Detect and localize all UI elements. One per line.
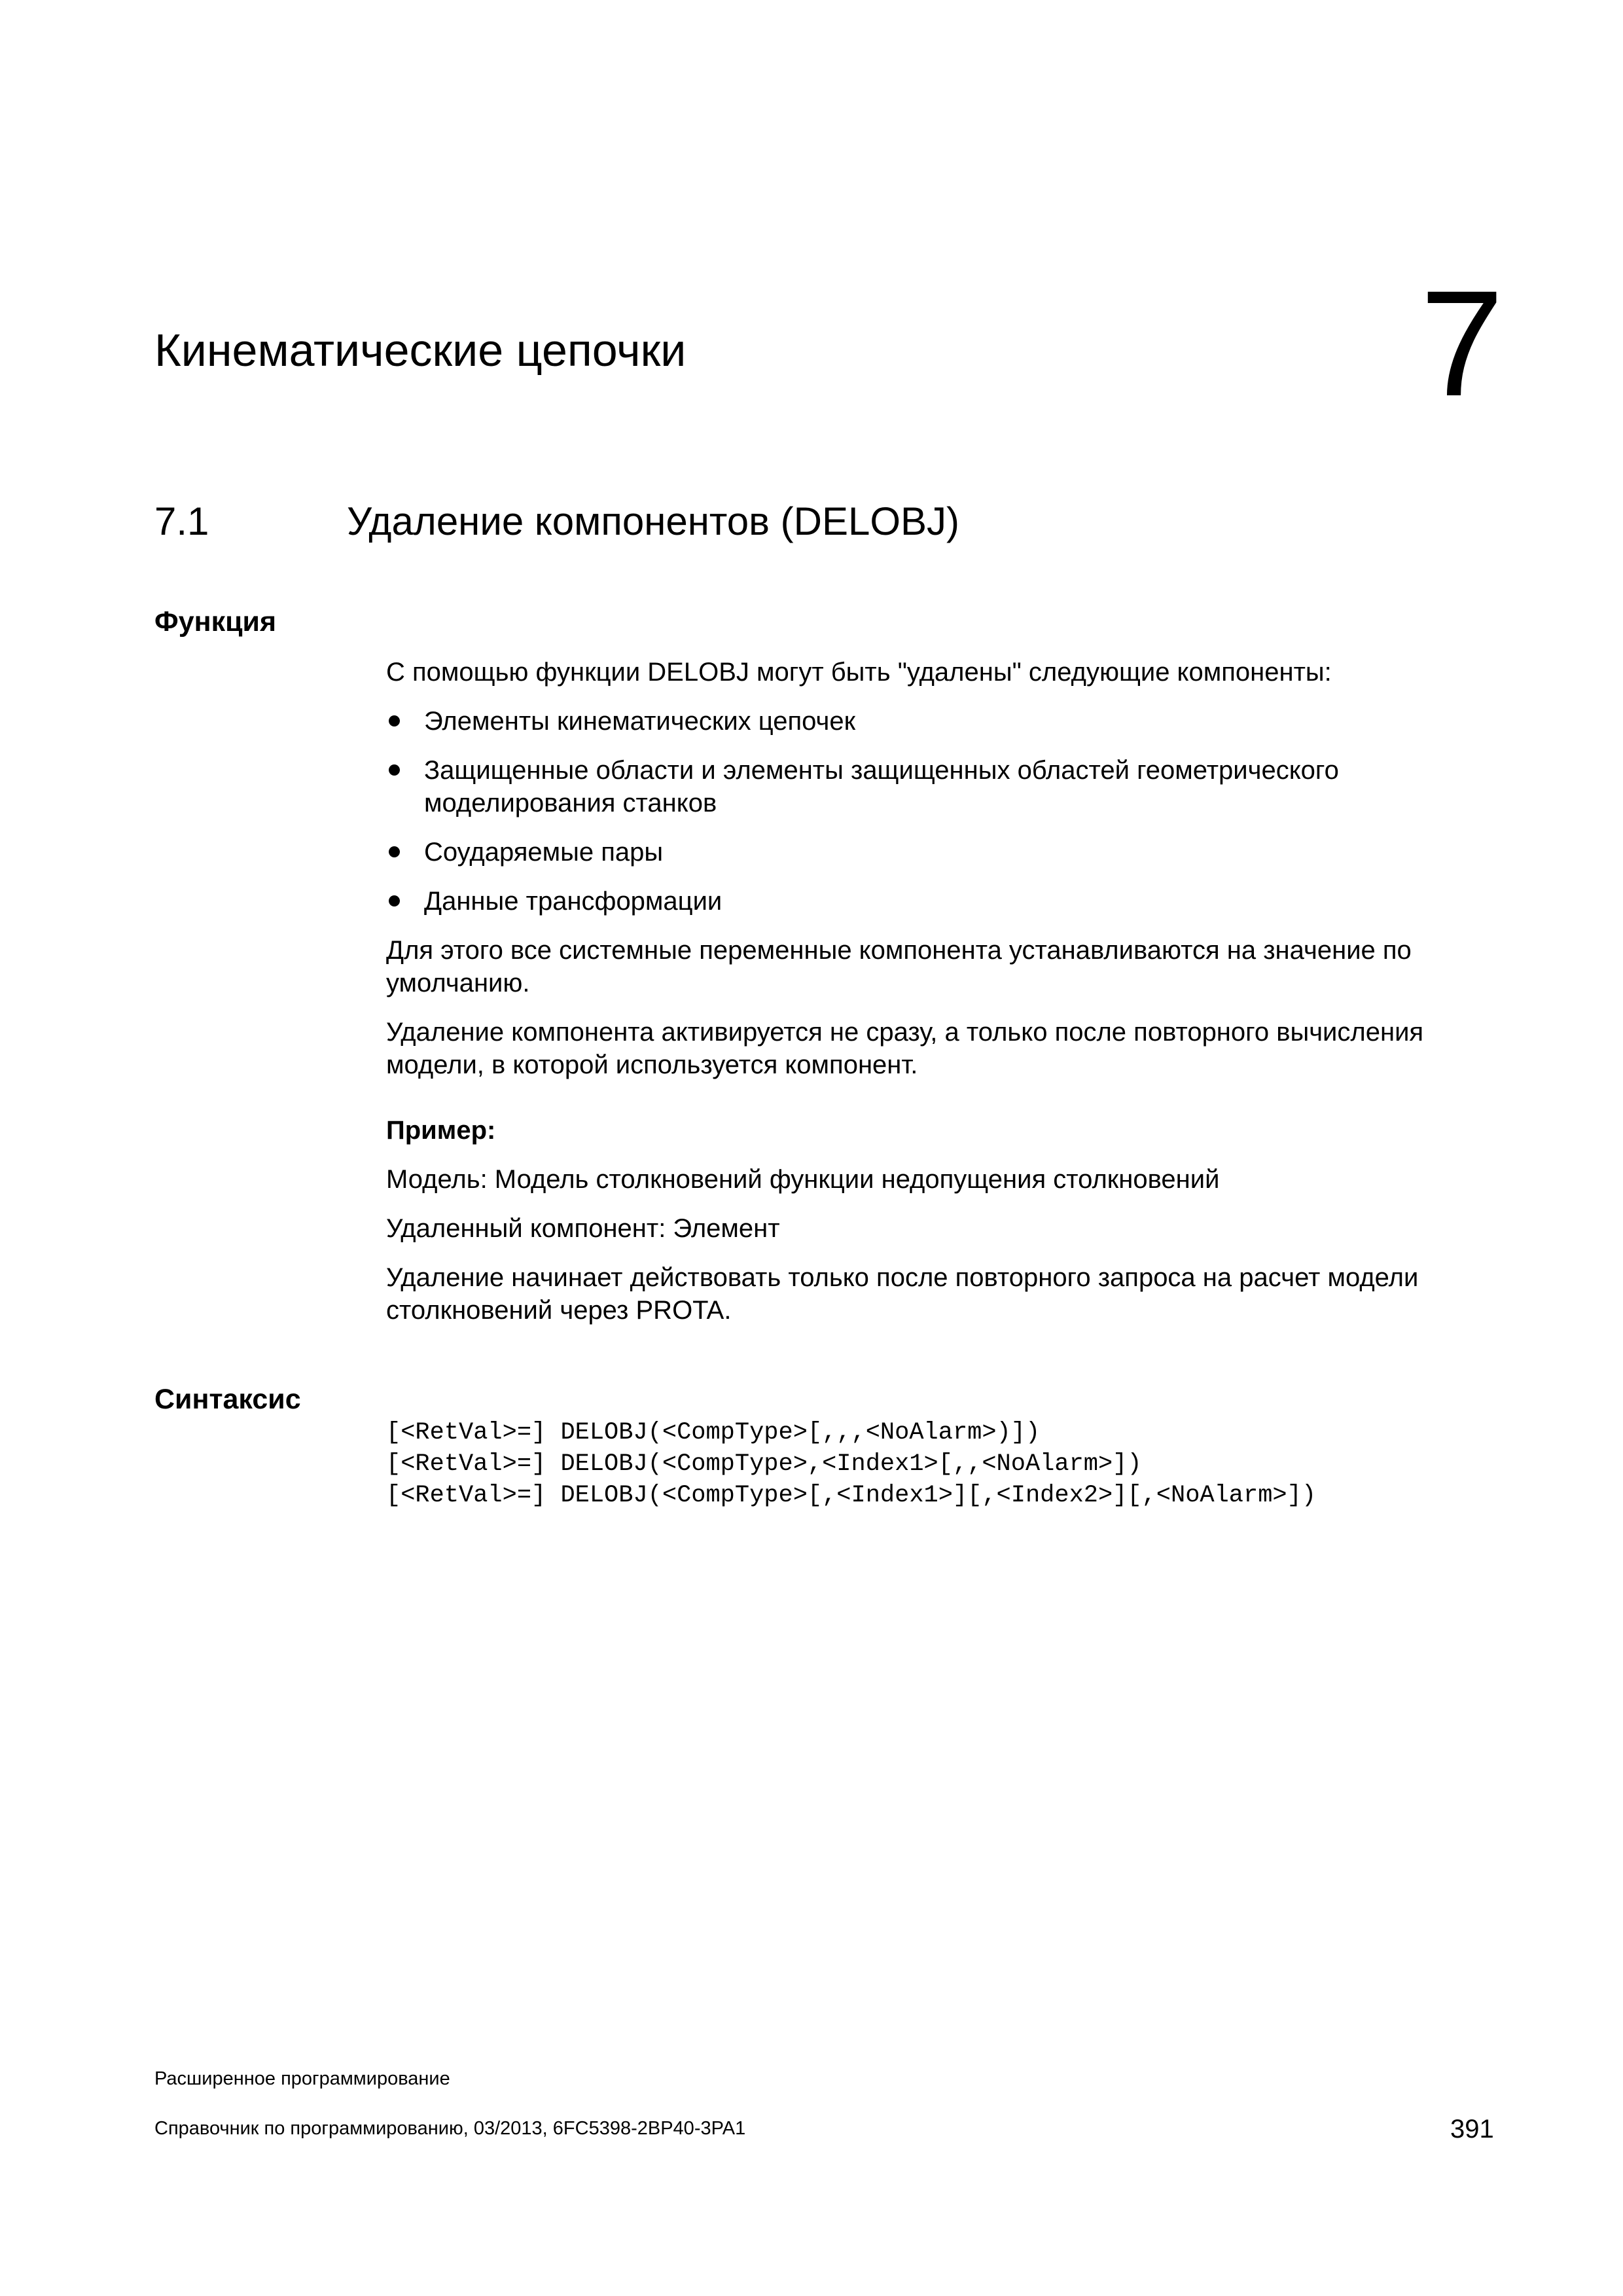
- footer-book-info: Справочник по программированию, 03/2013, 6FC5398-2BP40-3PA1: [154, 2118, 746, 2139]
- syntax-code-block: [386, 1417, 1316, 1511]
- list-item: [386, 705, 1492, 738]
- function-intro: С помощью функции DELOBJ могут быть "удалены" следующие компоненты:: [386, 658, 1332, 687]
- section-title: Удаление компонентов (DELOBJ): [347, 499, 960, 543]
- bullet-icon: [389, 895, 400, 906]
- page-number: 391: [1450, 2115, 1494, 2144]
- list-item: [386, 836, 1492, 869]
- syntax-line: [<RetVal>=] DELOBJ(<CompType>[,,,<NoAlarm>)]): [386, 1419, 1041, 1446]
- list-item-text: Данные трансформации: [424, 887, 722, 916]
- example-effect: Удаление начинает действовать только после повторного запроса на расчет модели столкновений через PROTA.: [386, 1263, 1419, 1325]
- syntax-line: [<RetVal>=] DELOBJ(<CompType>,<Index1>[,,<NoAlarm>]): [386, 1450, 1142, 1478]
- chapter-number: 7: [1420, 259, 1504, 427]
- activation-paragraph: Удаление компонента активируется не сразу, а только после повторного вычисления модели, в которой используется компонент.: [386, 1018, 1424, 1079]
- syntax-line: [<RetVal>=] DELOBJ(<CompType>[,<Index1>][,<Index2>][,<NoAlarm>]): [386, 1482, 1317, 1509]
- example-heading: Пример:: [386, 1116, 496, 1145]
- list-item-text: Соударяемые пары: [424, 838, 664, 867]
- footer-book-title: Расширенное программирование: [154, 2068, 450, 2089]
- chapter-title: Кинематические цепочки: [154, 325, 687, 376]
- syntax-heading: Синтаксис: [154, 1384, 301, 1415]
- list-item: [386, 885, 1492, 918]
- bullet-icon: [389, 846, 400, 857]
- list-item: [386, 754, 1492, 819]
- example-component: Удаленный компонент: Элемент: [386, 1214, 780, 1243]
- section-number: 7.1: [154, 499, 209, 543]
- bullet-icon: [389, 715, 400, 726]
- example-model: Модель: Модель столкновений функции недопущения столкновений: [386, 1165, 1220, 1194]
- bullet-icon: [389, 764, 400, 776]
- function-heading: Функция: [154, 606, 277, 637]
- list-item-text: Защищенные области и элементы защищенных областей геометрического моделирования станков: [424, 756, 1339, 817]
- defaults-paragraph: Для этого все системные переменные компонента устанавливаются на значение по умолчанию.: [386, 936, 1412, 997]
- list-item-text: Элементы кинематических цепочек: [424, 707, 856, 736]
